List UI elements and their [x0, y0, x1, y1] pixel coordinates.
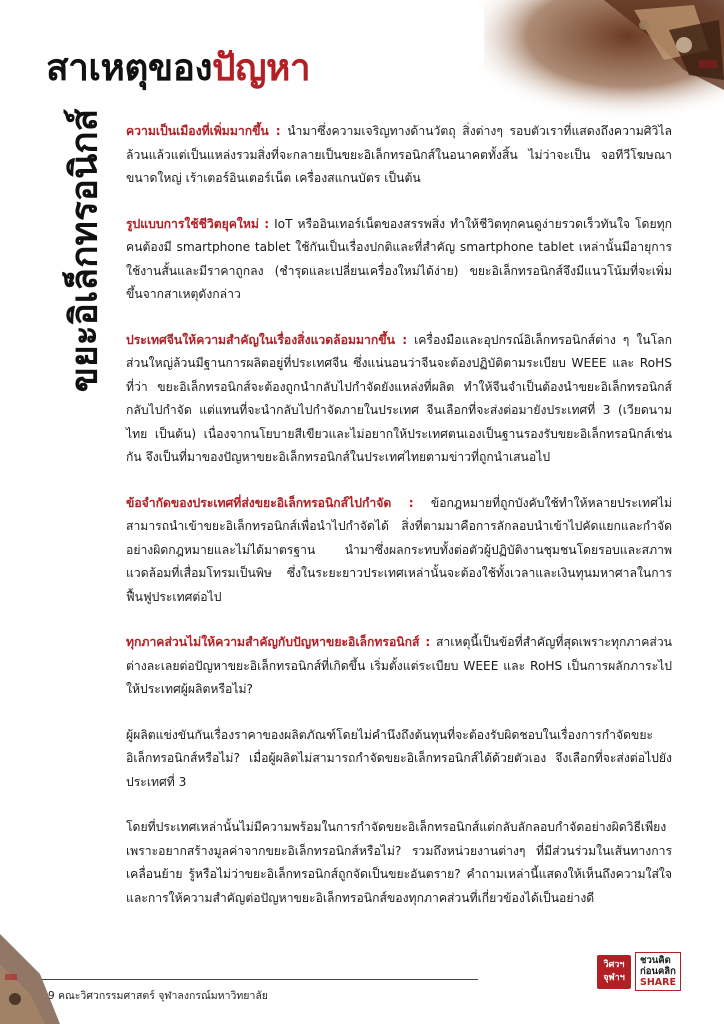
brand-text [635, 952, 681, 991]
brand-logo [597, 952, 681, 991]
paragraph-text: เครื่องมือและอุปกรณ์อิเล็กทรอนิกส์ต่าง ๆ ในโลก ส่วนใหญ่ล้วนมีฐานการผลิตอยู่ที่ประเทศจีน ซึ่งแน่นอนว่าจีนจะต้องปฏิบัติตามระเบียบ WEEE และ RoHS ที่ว่า ขยะอิเล็กทรอนิกส์จะต้องถูกนำกลับไปกำจัดยังแหล่งที่ผลิต ทำให้จีนจำเป็นต้องนำขยะอิเล็กทรอนิกส์กลับไปกำจัด แต่แทนที่จะนำกลับไปกำจัดภายในประเทศ จีนเลือกที่จะส่งต่อมายังประเทศที่ 3 (เวียดนาม ไทย เป็นต้น) เนื่องจากนโยบายสีเขียวและไม่อยากให้ประเทศตนเองเป็นฐานรองรับขยะอิเล็กทรอนิกส์เช่นกัน จึงเป็นที่มาของปัญหาขยะอิเล็กทรอนิกส์ในประเทศไทยตามข่าวที่ถูกนำเสนอไป [126, 332, 672, 464]
paragraph-lead: ประเทศจีนให้ความสำคัญในเรื่องสิ่งแวดล้อมมากขึ้น : [126, 332, 408, 347]
brand-text-line2: ก่อนคลิก [640, 966, 676, 977]
brand-text-line1: ชวนคิด [640, 955, 671, 966]
brand-text-line3: SHARE [640, 977, 676, 988]
brand-badge-line2: จุฬาฯ [603, 972, 625, 983]
footer-divider [42, 979, 478, 980]
vertical-label-text: ขยะอิเล็กทรอนิกส์ [62, 108, 106, 392]
brand-badge [597, 955, 631, 989]
title-part2: ปัญหา [212, 46, 311, 89]
paragraph [126, 213, 672, 307]
title-part1: สาเหตุของ [46, 46, 213, 89]
paragraph-text: นำมาซึ่งความเจริญทางด้านวัตถุ สิ่งต่างๆ รอบตัวเราที่แสดงถึงความศิวิไลล้วนแล้วแต่เป็นแหล่งรวมสิ่งที่จะกลายเป็นขยะอิเล็กทรอนิกส์ในอนาคตทั้งสิ้น ไม่ว่าจะเป็น จอทีวีโฆษณาขนาดใหญ่ เร้าเตอร์อินเตอร์เน็ต เครื่องสแกนบัตร เป็นต้น [126, 124, 672, 185]
paragraph-text: ข้อกฎหมายที่ถูกบังคับใช้ทำให้หลายประเทศไม่สามารถนำเข้าขยะอิเล็กทรอนิกส์เพื่อนำไปกำจัดได้ สิ่งที่ตามมาคือการลักลอบนำเข้าไปคัดแยกและกำจัดอย่างผิดกฎหมายและไม่ได้มาตรฐาน นำมาซึ่งผลกระทบทั้งต่อตัวผู้ปฏิบัติงานชุมชนโดยรอบและสภาพแวดล้อมที่เสื่อมโทรมเป็นพิษ ซึ่งในระยะยาวประเทศเหล่านั้นจะต้องใช้ทั้งเวลาและเงินทุนมหาศาลในการฟื้นฟูประเทศต่อไป [126, 495, 672, 604]
paragraph-text: สาเหตุนี้เป็นข้อที่สำคัญที่สุดเพราะทุกภาคส่วนต่างละเลยต่อปัญหาขยะอิเล็กทรอนิกส์ที่เกิดขึ้น เริ่มตั้งแต่ระเบียบ WEEE และ RoHS เป็นการผลักภาระไปให้ประเทศผู้ผลิตหรือไม่? [126, 635, 673, 696]
paragraph [126, 492, 672, 610]
paragraph-text: IoT หรืออินเทอร์เน็ตของสรรพสิ่ง ทำให้ชีวิตทุกคนดูง่ายรวดเร็วทันใจ โดยทุกคนต้องมี smartphone tablet ใช้กันเป็นเรื่องปกติและที่สำคัญ smartphone tablet เหล่านั้นมีอายุการใช้งานสั้นและมีราคาถูกลง (ชำรุดและเปลี่ยนเครื่องใหม่ได้ง่าย) ขยะอิเล็กทรอนิกส์จึงมีแนวโน้มที่จะเพิ่มขึ้นจากสาเหตุดังกล่าว [126, 216, 672, 301]
paragraph-lead: ข้อจำกัดของประเทศที่ส่งขยะอิเล็กทรอนิกส์ไปกำจัด : [126, 495, 414, 510]
paragraph [126, 329, 672, 470]
e-waste-photo-bottom [0, 914, 60, 1024]
footer-text: 9 คณะวิศวกรรมศาสตร์ จุฬาลงกรณ์มหาวิทยาลัย [48, 990, 268, 1002]
brand-badge-line1: วิศวฯ [603, 959, 625, 970]
content-body [126, 120, 672, 932]
paragraph-lead: ทุกภาคส่วนไม่ให้ความสำคัญกับปัญหาขยะอิเล็กทรอนิกส์ : [126, 635, 431, 649]
e-waste-photo-top [484, 0, 724, 120]
page-title [46, 48, 310, 89]
paragraph [126, 816, 672, 910]
paragraph [126, 724, 672, 795]
paragraph-text: โดยที่ประเทศเหล่านั้นไม่มีความพร้อมในการกำจัดขยะอิเล็กทรอนิกส์แต่กลับลักลอบกำจัดอย่างผิดวิธีเพียงเพราะอยากสร้างมูลค่าจากขยะอิเล็กทรอนิกส์หรือไม่? รวมถึงหน่วยงานต่างๆ ที่มีส่วนร่วมในเส้นทางการเคลื่อนย้าย รู้หรือไม่ว่าขยะอิเล็กทรอนิกส์ถูกจัดเป็นขยะอันตราย? คำถามเหล่านี้แสดงให้เห็นถึงความใส่ใจและการให้ความสำคัญต่อปัญหาขยะอิเล็กทรอนิกส์ของทุกภาคส่วนที่เกี่ยวข้องได้เป็นอย่างดี [126, 820, 672, 905]
paragraph-lead: ความเป็นเมืองที่เพิ่มมากขึ้น : [126, 124, 281, 138]
section-vertical-label [44, 108, 124, 392]
paragraph-lead: รูปแบบการใช้ชีวิตยุคใหม่ : [126, 216, 270, 231]
paragraph [126, 120, 672, 191]
paragraph-text: ผู้ผลิตแข่งขันกันเรื่องราคาของผลิตภัณฑ์โดยไม่คำนึงถึงต้นทุนที่จะต้องรับผิดชอบในเรื่องการกำจัดขยะอิเล็กทรอนิกส์หรือไม่? เมื่อผู้ผลิตไม่สามารถกำจัดขยะอิเล็กทรอนิกส์ได้ด้วยตัวเอง จึงเลือกที่จะส่งต่อไปยังประเทศที่ 3 [126, 727, 672, 789]
paragraph [126, 631, 672, 702]
